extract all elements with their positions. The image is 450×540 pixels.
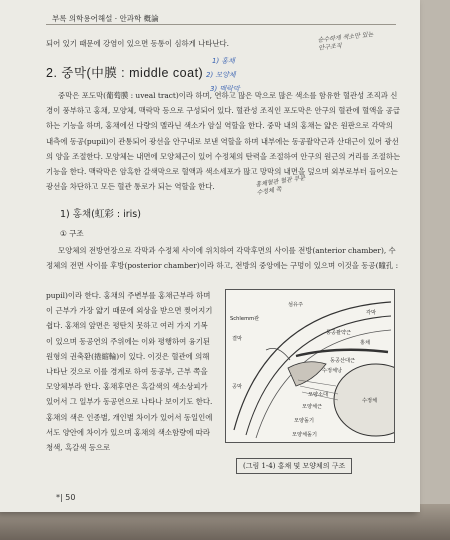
label-dilator: 동공산대근 <box>330 358 356 364</box>
iris-heading: 1) 홍채(虹彩 : iris) <box>60 209 141 220</box>
label-cornea: 각막 <box>366 310 377 316</box>
handwritten-annot-1: 1) 홍채 <box>212 57 235 65</box>
page-number: *| 50 <box>56 493 76 502</box>
page-number-value: 50 <box>65 493 76 502</box>
label-trabecular: 섬유주 <box>288 302 304 308</box>
label-sphincter: 동공괄약근 <box>326 330 352 336</box>
label-zonule: 모양소대 <box>308 392 329 398</box>
top-line: 되어 있기 때문에 강염이 있으면 동통이 심하게 나타난다. <box>46 39 230 48</box>
iris-paragraph-left: pupil)이라 한다. 홍채의 주변부를 홍채근부라 하며 이 근부가 가장 얇기 때문에 외상을 받으면 찢어지기 쉽다. 홍채의 앞면은 평탄치 못하고 여러 가지 기복이 있으며 동공연의 주위에는 이와 평행하여 융기된 원형의 권축환(捲縮輪)이 있다. 이것은 혈관에 의해 나타난 것으로 이를 경계로 하여 동공부, 근부 쪽을 모양체부라 한다. 홍채후면은 흑갈색의 색소상피가 있어서 그 일부가 동공연으로 나타나 보이기도 한다. 홍채의 색은 인종별, 개인별 차이가 있어서 동일인에서도 양안에 차이가 있으며 홍채의 색소함량에 따라 청색, 흑갈색 등으로 <box>46 291 213 453</box>
label-conjunctiva: 결막 <box>232 336 243 342</box>
middle-coat-paragraph: 중막은 포도막(葡萄膜 : uveal tract)이라 하며, 연하고 많은 막으로 많은 색소를 함유한 혈관성 조직과 신경이 풍부하고 홍채, 모양체, 맥락막 등으로 구성되어 있다. 혈관성 조직인 포도막은 안구의 혈관에 혈액을 공급하는 기능을 하며, 홍채에선 다량의 멜라닌 색소가 암실 역할을 한다. 중막 내의 홍채는 얇은 원판으로 각막의 내측에 동공(pupil)이 관통되어 광선을 안구내로 보낸 역할을 하며 내부에는 동공괄약근과 산대근이 있어 광선의 양을 조절한다. 모양체는 내면에 모양체근이 있어 수정체의 탄력을 조절하여 안구의 원근의 거리를 조절하는 기능을 한다. 맥락막은 암흑한 갈색막으로 혈액과 색소세포가 많고 망막의 내면을 덮으며 외부로부터 들어오는 광선을 차단하고 모든 혈관 통로가 되는 역할을 한다. <box>46 91 401 192</box>
label-lens: 수정체 <box>362 398 378 404</box>
header-rule <box>46 24 396 25</box>
label-iris: 홍채 <box>360 340 371 346</box>
label-ciliary-body: 모양체돌기 <box>292 432 318 438</box>
label-ciliary-process: 모양돌기 <box>294 418 315 424</box>
structure-subheading: ① 구조 <box>60 229 84 238</box>
handwritten-annot-2: 2) 모양체 <box>206 71 236 79</box>
label-schlemm: Schlemm관 <box>230 316 260 322</box>
section-heading-middle-coat: 2. 중막(中膜 : middle coat) <box>46 66 204 80</box>
handwritten-annot-3: 3) 맥락막 <box>210 85 240 93</box>
label-sclera: 공막 <box>232 384 243 390</box>
label-lens-capsule: 수정체낭 <box>322 368 343 374</box>
iris-ciliary-figure <box>225 289 395 443</box>
label-ciliary-muscle: 모양체근 <box>302 404 323 410</box>
handwritten-note-mid: 홍채혈관 혈관 부분 수정체 쪽 <box>255 174 306 197</box>
eye-cross-section-diagram <box>226 290 394 442</box>
figure-caption: (그림 1-4) 홍채 및 모양체의 구조 <box>236 458 352 474</box>
iris-paragraph-full: 모양체의 전방연장으로 각막과 수정체 사이에 위치하여 각막후면의 사이를 전방(anterior chamber), 수정체의 전면 사이를 후방(posterior chamber)이라 하고, 전방의 중앙에는 구멍이 있으며 이것을 동공(瞳孔 : <box>46 246 399 271</box>
header-book: 부록 의학용어해설 · 안과학 槪論 <box>52 14 159 23</box>
handwritten-note-top: 순수하게 색소만 있는 안구조직 <box>317 31 374 52</box>
running-header <box>52 13 159 24</box>
